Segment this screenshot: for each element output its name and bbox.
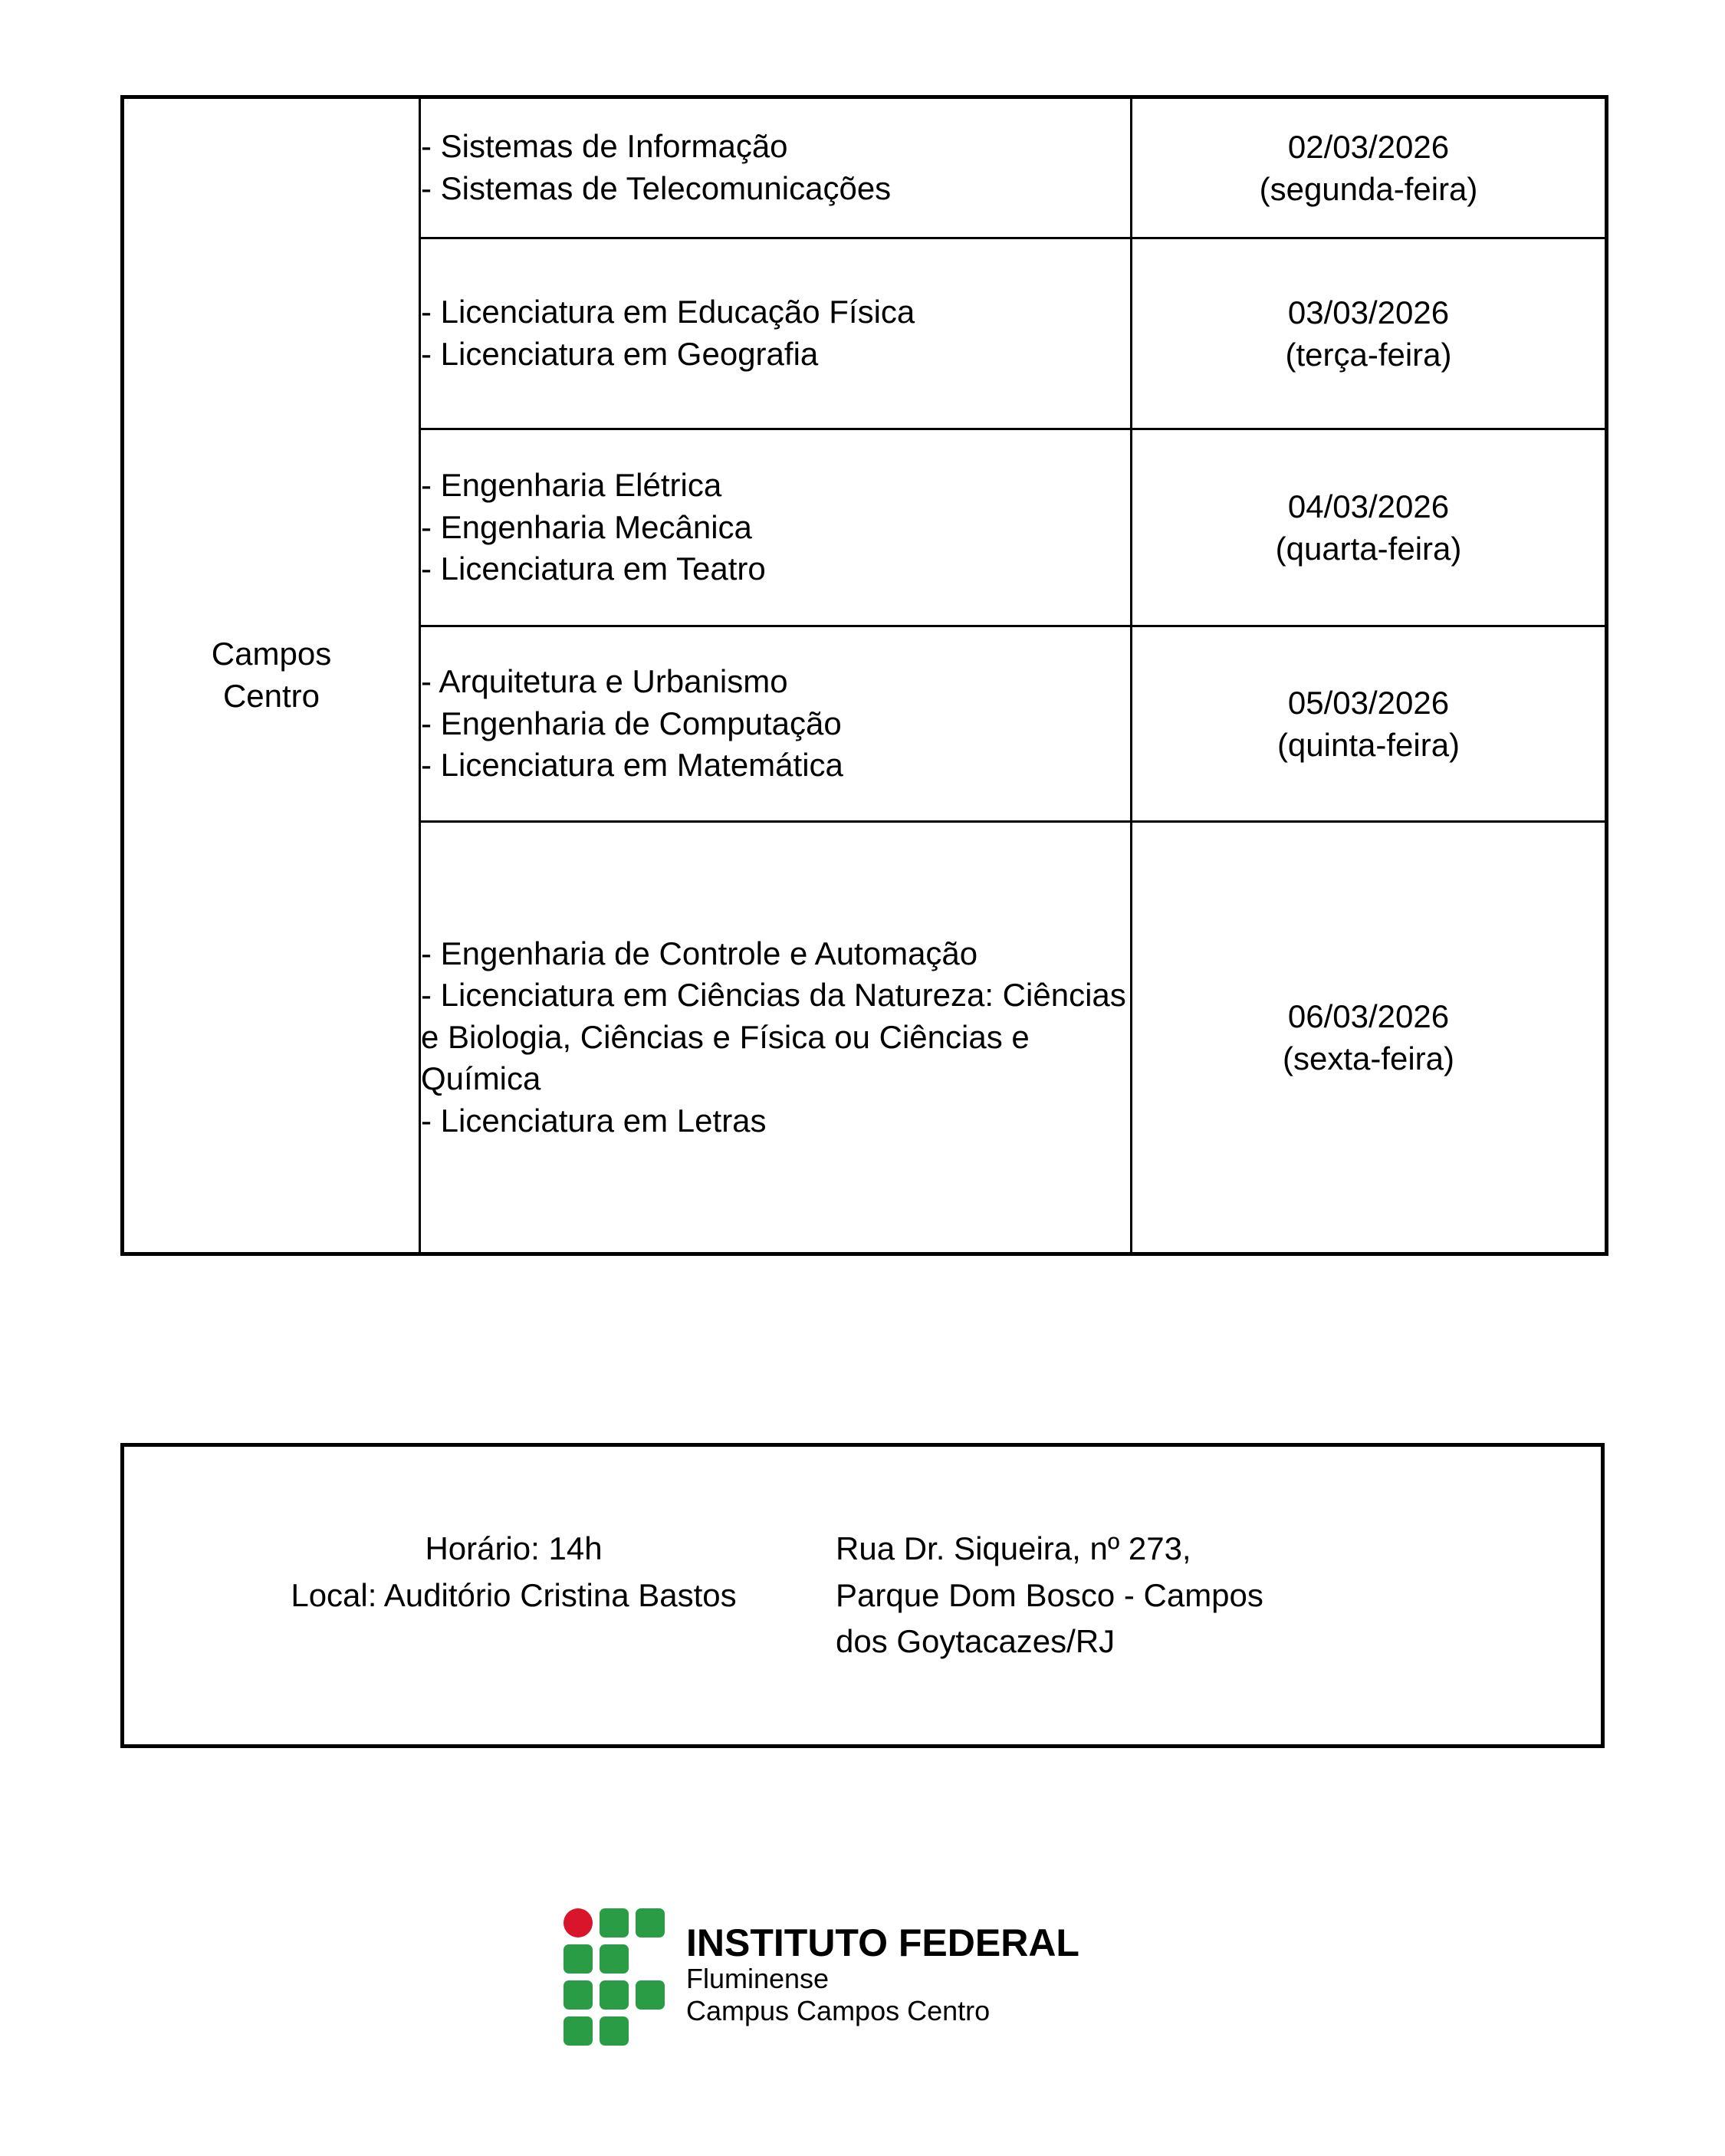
address-line-1: Rua Dr. Siqueira, nº 273, — [836, 1530, 1191, 1566]
logo-square-icon — [564, 1980, 593, 2010]
course-item: - Engenharia de Computação — [421, 705, 842, 741]
course-item: - Licenciatura em Ciências da Natureza: Ciências e Biologia, Ciências e Física ou Ciências e Química — [421, 977, 1126, 1097]
logo-title: INSTITUTO FEDERAL — [686, 1921, 1079, 1964]
date-cell — [1132, 626, 1607, 822]
logo-square-icon — [600, 1980, 629, 2010]
logo-subtitle-line-1: Fluminense — [686, 1963, 830, 1994]
event-info-box — [120, 1443, 1605, 1748]
weekday-value: (quarta-feira) — [1275, 531, 1462, 567]
table-row — [123, 97, 1607, 238]
institution-logo — [564, 1907, 1079, 2046]
course-item: - Licenciatura em Teatro — [421, 551, 766, 587]
weekday-value: (quinta-feira) — [1276, 727, 1460, 763]
course-item: - Sistemas de Informação — [421, 128, 788, 165]
logo-square-icon — [564, 1944, 593, 1974]
campus-label-line-1: Campos — [211, 636, 332, 672]
date-value: 05/03/2026 — [1287, 684, 1450, 721]
campus-label-line-2: Centro — [222, 678, 320, 714]
course-item: - Engenharia Mecânica — [421, 508, 752, 545]
weekday-value: (sexta-feira) — [1282, 1040, 1455, 1076]
courses-cell — [420, 429, 1132, 626]
date-value: 06/03/2026 — [1287, 997, 1450, 1034]
logo-square-icon — [636, 1908, 665, 1937]
schedule-table — [120, 95, 1608, 1256]
event-time-location — [276, 1526, 751, 1619]
iff-logo-mark-icon — [564, 1908, 665, 2046]
logo-square-empty — [636, 2016, 665, 2046]
date-value: 04/03/2026 — [1287, 488, 1450, 524]
logo-square-icon — [564, 2016, 593, 2046]
course-item: - Licenciatura em Letras — [421, 1102, 767, 1139]
weekday-value: (terça-feira) — [1285, 337, 1452, 373]
event-location: Local: Auditório Cristina Bastos — [291, 1576, 737, 1613]
logo-square-icon — [636, 1980, 665, 2010]
event-time: Horário: 14h — [425, 1530, 603, 1566]
date-value: 02/03/2026 — [1287, 128, 1450, 165]
event-address — [836, 1526, 1449, 1666]
logo-square-icon — [600, 1944, 629, 1974]
course-item: - Licenciatura em Geografia — [421, 336, 819, 372]
courses-cell — [420, 626, 1132, 822]
event-info-columns — [124, 1526, 1601, 1666]
course-item: - Arquitetura e Urbanismo — [421, 663, 788, 700]
date-value: 03/03/2026 — [1287, 294, 1450, 330]
logo-subtitle-line-2: Campus Campos Centro — [686, 1995, 991, 2027]
courses-cell — [420, 97, 1132, 238]
date-cell — [1132, 97, 1607, 238]
date-cell — [1132, 238, 1607, 429]
courses-cell — [420, 822, 1132, 1254]
schedule-table-container — [120, 95, 1605, 1256]
course-item: - Sistemas de Telecomunicações — [421, 170, 892, 206]
course-item: - Engenharia Elétrica — [421, 467, 722, 504]
campus-cell — [123, 97, 420, 1254]
weekday-value: (segunda-feira) — [1259, 171, 1478, 207]
address-line-3: dos Goytacazes/RJ — [836, 1623, 1116, 1660]
logo-square-icon — [600, 1908, 629, 1937]
course-item: - Licenciatura em Matemática — [421, 747, 843, 784]
logo-square-empty — [636, 1944, 665, 1974]
address-line-2: Parque Dom Bosco - Campos — [836, 1576, 1263, 1613]
date-cell — [1132, 822, 1607, 1254]
logo-square-icon — [600, 2016, 629, 2046]
course-item: - Engenharia de Controle e Automação — [421, 935, 978, 971]
course-item: - Licenciatura em Educação Física — [421, 294, 915, 330]
logo-text-block — [686, 1907, 1079, 2028]
logo-dot-red-icon — [564, 1908, 593, 1937]
courses-cell — [420, 238, 1132, 429]
date-cell — [1132, 429, 1607, 626]
